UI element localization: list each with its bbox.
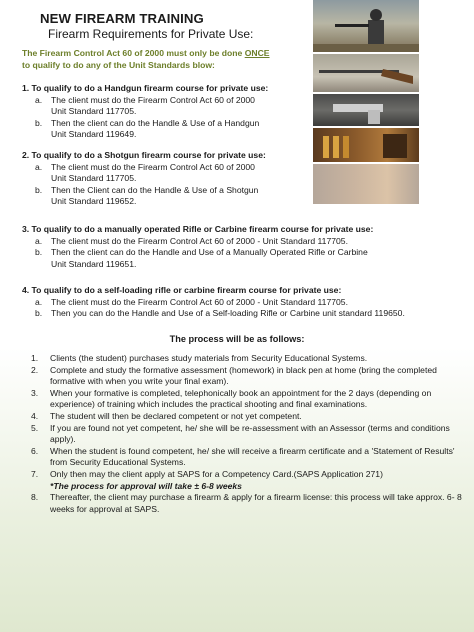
item-marker: a. (35, 296, 43, 307)
item-text: Then the Client can do the Handle & Use of a Shotgun (51, 184, 259, 195)
intro-text-part1: The Firearm Control Act 60 of 2000 must only be done (22, 48, 245, 58)
process-step (22, 469, 462, 492)
page-subtitle: Firearm Requirements for Private Use: (48, 27, 254, 41)
section-handgun (22, 83, 268, 141)
item-text: The client must do the Firearm Control Act 60 of 2000 (51, 161, 255, 172)
section-heading: 4. To qualify to do a self-loading rifle or carbine firearm course for private use: (22, 285, 342, 295)
step-number: 4. (31, 410, 39, 421)
step-text: The student will then be declared competent or not yet competent. (50, 410, 302, 421)
handgun-photo (313, 94, 419, 126)
process-step (22, 353, 462, 365)
section-shotgun (22, 150, 266, 208)
section-heading: 3. To qualify to do a manually operated Rifle or Carbine firearm course for private use: (22, 224, 374, 234)
step-number: 5. (31, 422, 39, 433)
item-text: Then the client can do the Handle & Use of a Handgun (51, 117, 260, 128)
shooting-range-photo (313, 0, 419, 52)
step-number: 8. (31, 492, 39, 503)
item-marker: b. (35, 117, 43, 128)
item-text: The client must do the Firearm Control Act 60 of 2000 - Unit Standard 117705. (51, 235, 348, 246)
item-text: Unit Standard 117705. (51, 106, 137, 116)
step-number: 7. (31, 468, 39, 479)
page-title: NEW FIREARM TRAINING (40, 11, 204, 26)
item-marker: b. (35, 184, 43, 195)
step-number: 1. (31, 353, 39, 363)
intro-text-part2: to qualify to do any of the Unit Standards blow: (22, 59, 215, 70)
step-text: When your formative is completed, telephonically book an appointment for the 2 days (depending on experience) of training which includes the practical shooting and final examinations. (50, 387, 432, 410)
step-text: Only then may the client apply at SAPS for a Competency Card.(SAPS Application 271) (50, 468, 383, 479)
item-marker: b. (35, 247, 43, 257)
item-text: The client must do the Firearm Control Act 60 of 2000 (51, 94, 255, 105)
item-text: Unit Standard 119652. (51, 196, 137, 206)
process-steps (22, 353, 462, 515)
section-self-loading-rifle (22, 285, 405, 320)
process-step (22, 423, 462, 446)
item-marker: a. (35, 94, 43, 105)
step-number: 2. (31, 364, 39, 375)
step-text: When the student is found competent, he/ she will receive a firearm certificate and a 'Statement of Results' from Security Educational Systems. (50, 445, 455, 468)
step-note: *The process for approval will take ± 6-8 weeks (50, 480, 242, 491)
step-text: Clients (the student) purchases study materials from Security Educational Systems. (50, 353, 368, 363)
process-step (22, 411, 462, 423)
process-title: The process will be as follows: (169, 334, 305, 344)
shotgun-photo (313, 54, 419, 92)
intro-emphasis: ONCE (244, 48, 270, 58)
item-text: Then the client can do the Handle and Use of a Manually Operated Rifle or Carbine (51, 247, 368, 257)
process-step (22, 388, 462, 411)
step-text: If you are found not yet competent, he/ she will be re-assessment with an Assessor (terms and conditions apply). (50, 422, 450, 445)
item-text: Unit Standard 119651. (51, 258, 137, 269)
step-number: 6. (31, 445, 39, 456)
item-marker: b. (35, 308, 43, 318)
item-marker: a. (35, 161, 43, 172)
item-text: Unit Standard 119649. (51, 129, 137, 139)
process-step (22, 492, 462, 515)
intro-note (22, 48, 312, 71)
step-number: 3. (31, 387, 39, 398)
section-heading: 2. To qualify to do a Shotgun firearm course for private use: (22, 150, 266, 160)
item-marker: a. (35, 235, 43, 246)
item-text: Unit Standard 117705. (51, 173, 137, 183)
section-manual-rifle (22, 224, 373, 270)
step-text: Complete and study the formative assessment (homework) in black pen at home (bring the completed formative with when you write your final exam). (50, 364, 437, 387)
item-text: The client must do the Firearm Control Act 60 of 2000 - Unit Standard 117705. (51, 296, 348, 307)
step-text: Thereafter, the client may purchase a firearm & apply for a firearm license: this process will take approx. 6- 8 weeks for approval at SAPS. (50, 492, 462, 514)
item-text: Then you can do the Handle and Use of a Self-loading Rifle or Carbine unit standard 119650. (51, 308, 405, 318)
section-heading: 1. To qualify to do a Handgun firearm course for private use: (22, 83, 269, 93)
photo-strip (313, 0, 419, 204)
process-step (22, 365, 462, 388)
ammunition-reflection (313, 164, 419, 204)
process-step (22, 446, 462, 469)
ammunition-photo (313, 128, 419, 162)
